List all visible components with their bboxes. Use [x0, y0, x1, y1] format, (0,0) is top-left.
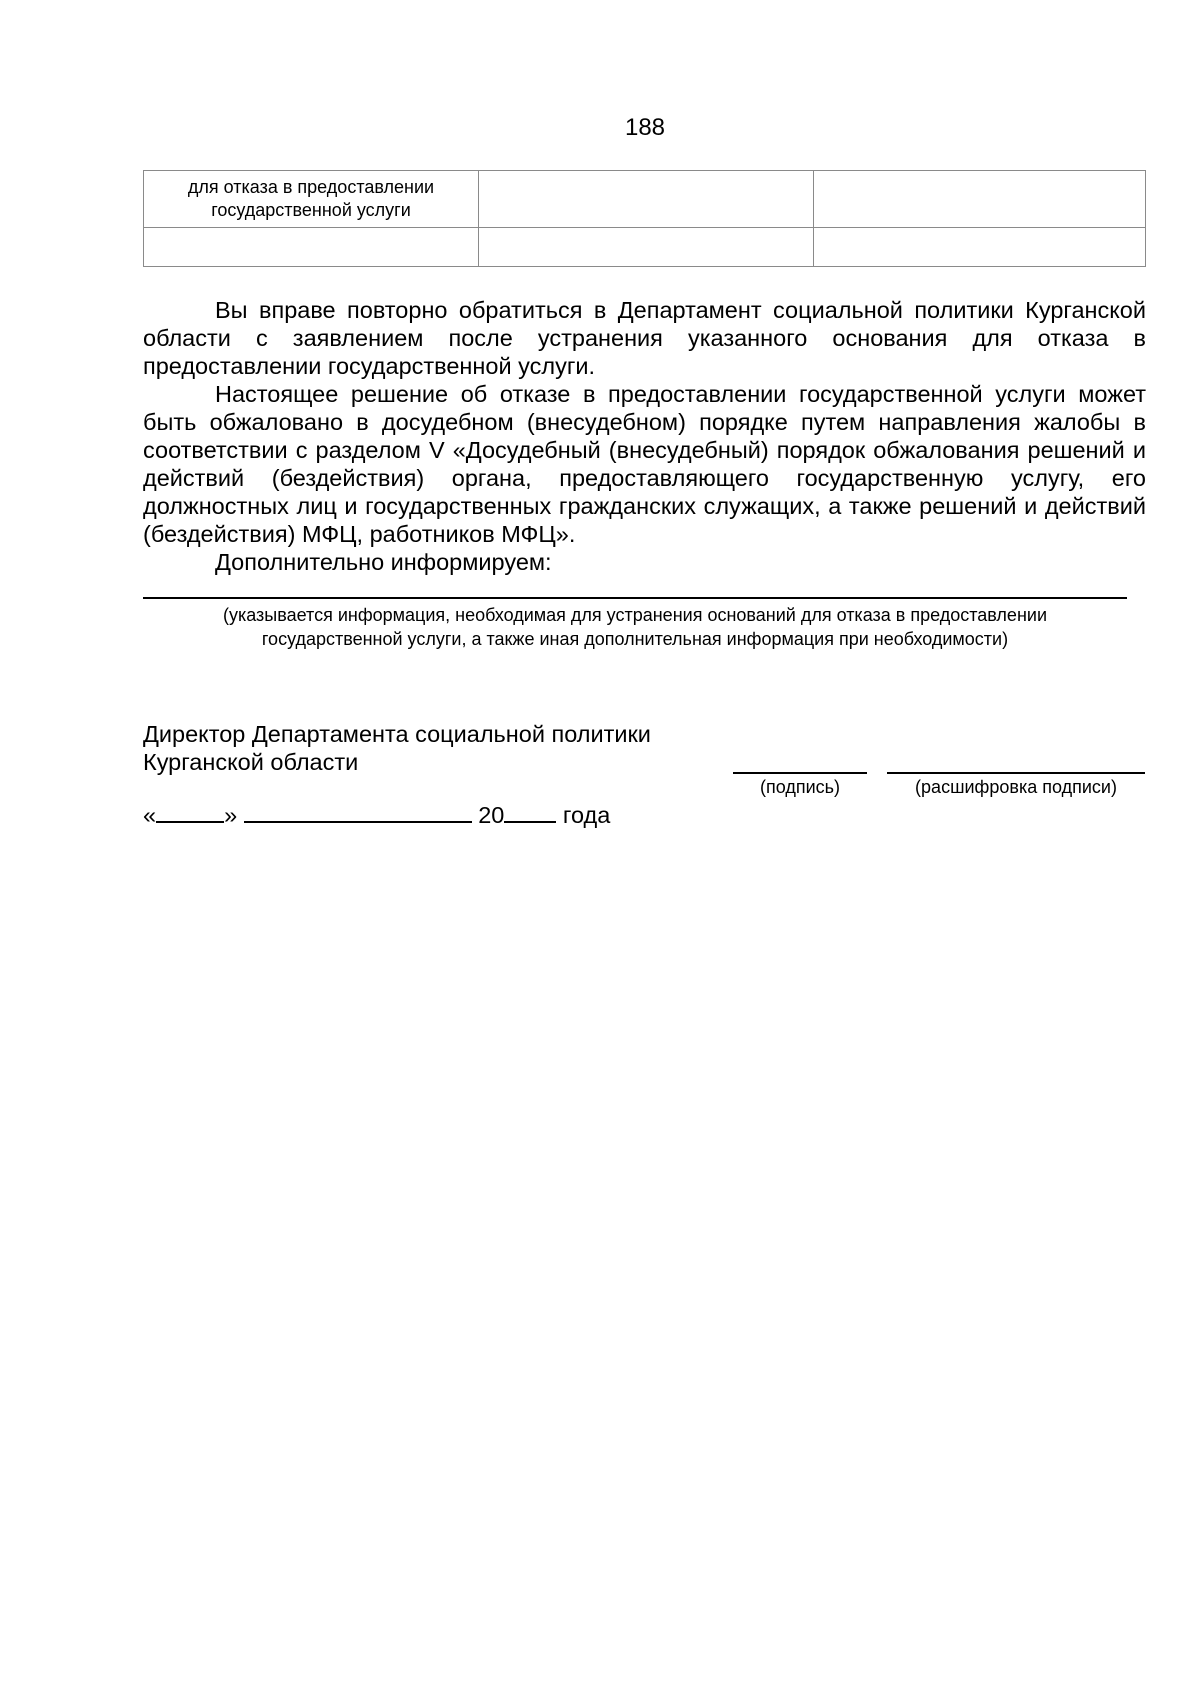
- additional-info-line: [143, 597, 1127, 599]
- table-cell: [479, 171, 814, 228]
- decision-text: [143, 296, 1146, 576]
- date-day-blank: [156, 799, 224, 823]
- page-number: 188: [624, 114, 666, 141]
- table-cell: [479, 228, 814, 267]
- additional-info-hint-line: (указывается информация, необходимая для устранения оснований для отказа в предоставлении: [222, 605, 1047, 625]
- signature-caption: (подпись): [759, 777, 841, 797]
- paragraph-appeal: Настоящее решение об отказе в предоставлении государственной услуги может быть обжаловано в досудебном (внесудебном) порядке путем направления жалобы в соответствии с разделом V «Досудебный (внесудебный) порядок обжалования решений и действий (бездействия) органа, предоставляющего государственную услугу, его должностных лиц и государственных гражданских служащих, а также решений и действий (бездействия) МФЦ, работников МФЦ».: [143, 381, 1146, 547]
- signature-decode-caption: (расшифровка подписи): [915, 777, 1117, 797]
- table-cell: [814, 171, 1146, 228]
- director-title-line: Курганской области: [143, 749, 359, 775]
- date-open-quote: «: [143, 802, 157, 828]
- director-title-line: Директор Департамента социальной политики: [143, 721, 651, 747]
- table-row: [144, 228, 1146, 267]
- signature-decode-line: [887, 772, 1145, 774]
- director-title: [143, 720, 651, 776]
- refusal-grounds-table: [143, 170, 1146, 267]
- paragraph-additional-info: Дополнительно информируем:: [215, 549, 552, 575]
- additional-info-hint-line: государственной услуги, а также иная дополнительная информация при необходимости): [261, 629, 1009, 649]
- table-cell-ground: [144, 171, 479, 228]
- date-year-suffix: года: [562, 802, 611, 828]
- table-cell: [144, 228, 479, 267]
- paragraph-reapply: Вы вправе повторно обратиться в Департамент социальной политики Курганской области с заявлением после устранения указанного основания для отказа в предоставлении государственной услуги.: [143, 297, 1146, 379]
- date-year-prefix: 20: [478, 802, 505, 828]
- table-row: [144, 171, 1146, 228]
- date-month-blank: [244, 799, 472, 823]
- signature-line: [733, 772, 867, 774]
- table-cell: [814, 228, 1146, 267]
- table-cell-ground-text: для отказа в предоставлении государственной услуги: [187, 177, 435, 220]
- date-field: [143, 799, 610, 829]
- date-year-blank: [504, 799, 556, 823]
- date-close-quote: »: [224, 802, 238, 828]
- additional-info-hint: [143, 603, 1127, 651]
